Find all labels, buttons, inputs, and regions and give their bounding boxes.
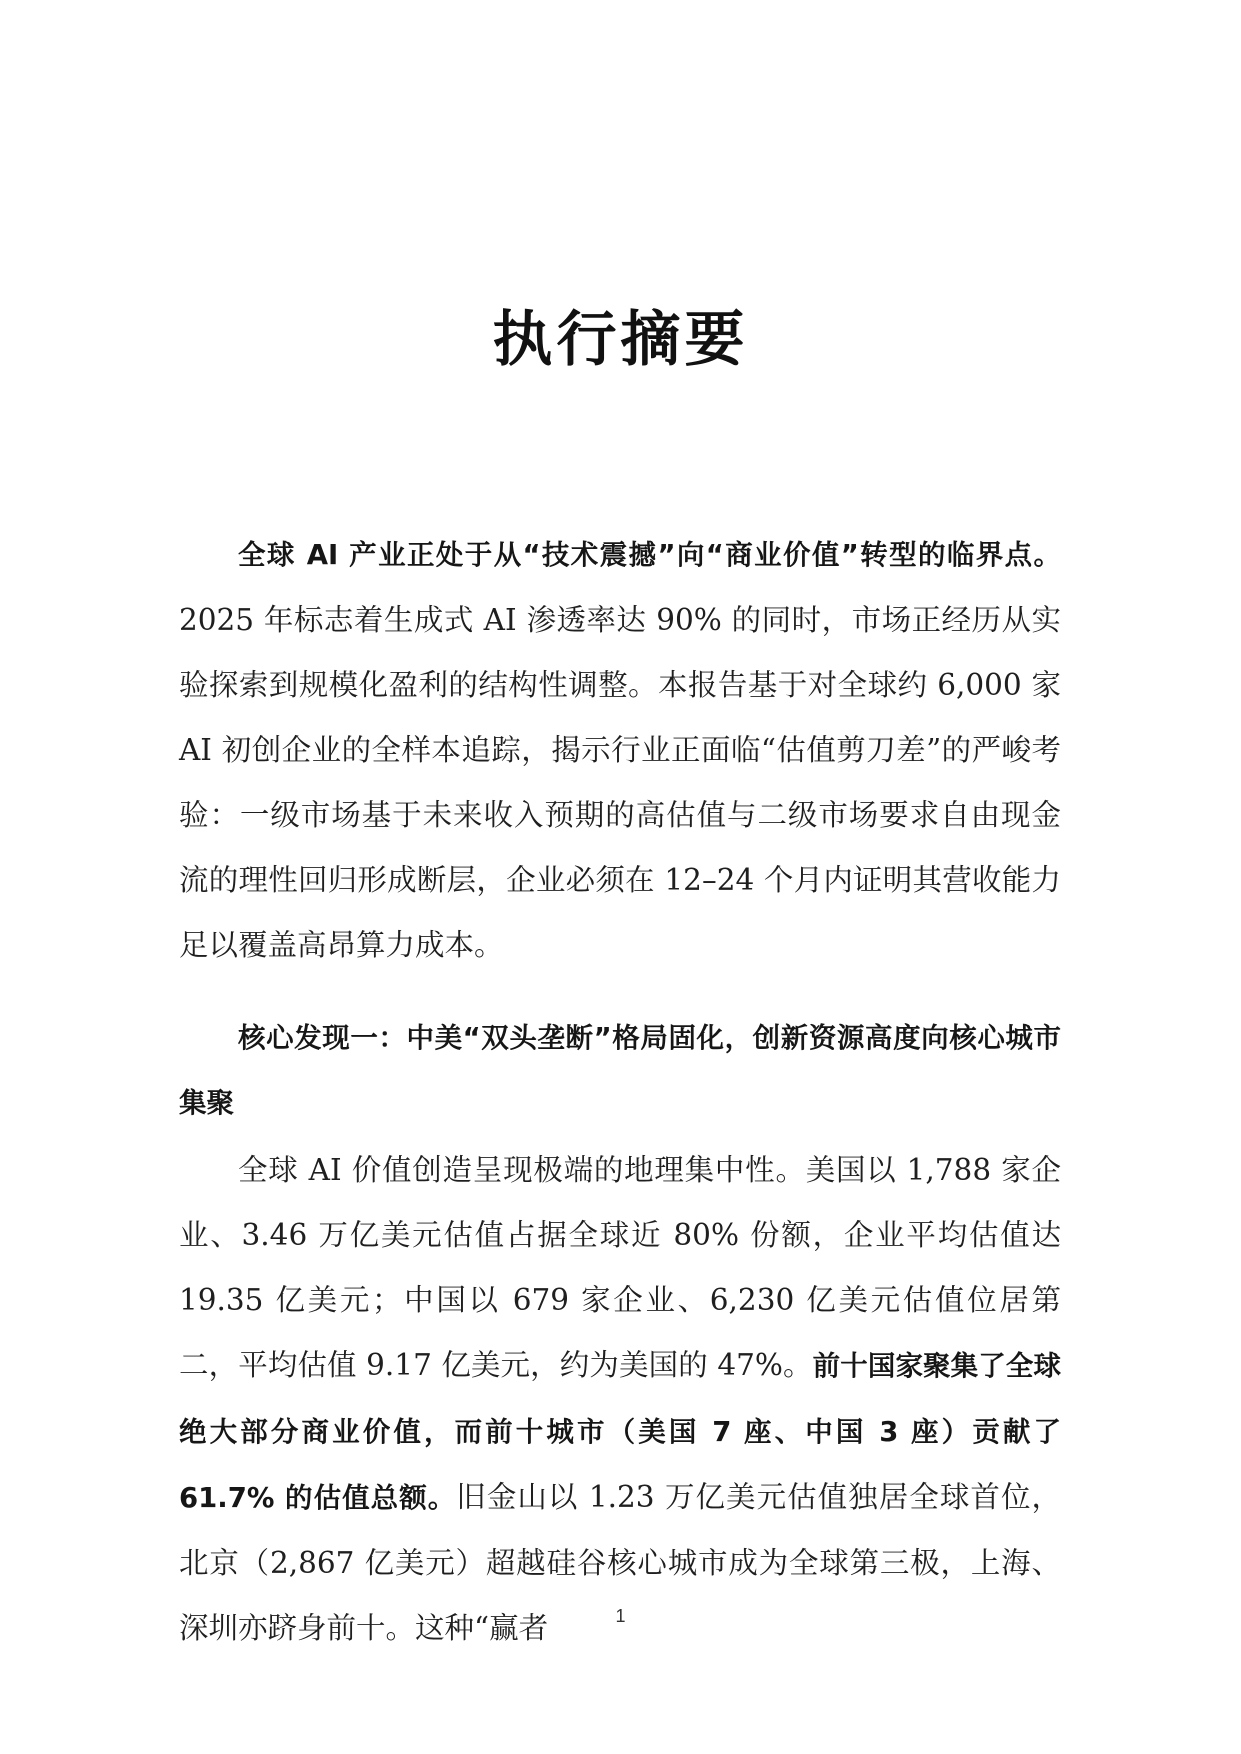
page-number: 1	[615, 1606, 626, 1626]
finding-1-text-bold: 前十国家聚集了全球绝大部分商业价值，而前十城市（美国 7 座、中国 3 座）贡献了 61.7% 的估值总额。	[179, 1350, 1061, 1514]
finding-1-text-before: 全球 AI 价值创造呈现极端的地理集中性。美国以 1,788 家企业、3.46 万亿美元估值占据全球近 80% 份额，企业平均估值达 19.35 亿美元；中国以 679 家企业、6,230 亿美元估值位居第二，平均估值 9.17 亿美元，约为美国的 47%。	[179, 1153, 1061, 1382]
finding-1-paragraph	[179, 1138, 1061, 1661]
finding-1-text-after: 旧金山以 1.23 万亿美元估值独居全球首位，北京（2,867 亿美元）超越硅谷核心城市成为全球第三极，上海、深圳亦跻身前十。这种“赢者	[179, 1480, 1061, 1645]
intro-paragraph	[179, 522, 1061, 978]
finding-1-heading: 核心发现一：中美“双头垄断”格局固化，创新资源高度向核心城市集聚	[179, 1022, 1061, 1119]
intro-text: 2025 年标志着生成式 AI 渗透率达 90% 的同时，市场正经历从实验探索到规模化盈利的结构性调整。本报告基于对全球约 6,000 家 AI 初创企业的全样本追踪，揭示行业正面临“估值剪刀差”的严峻考验：一级市场基于未来收入预期的高估值与二级市场要求自由现金流的理性回归形成断层，企业必须在 12–24 个月内证明其营收能力足以覆盖高昂算力成本。	[179, 603, 1061, 962]
intro-lead-bold: 全球 AI 产业正处于从“技术震撼”向“商业价值”转型的临界点。	[238, 539, 1061, 571]
page-title: 执行摘要	[492, 305, 749, 375]
